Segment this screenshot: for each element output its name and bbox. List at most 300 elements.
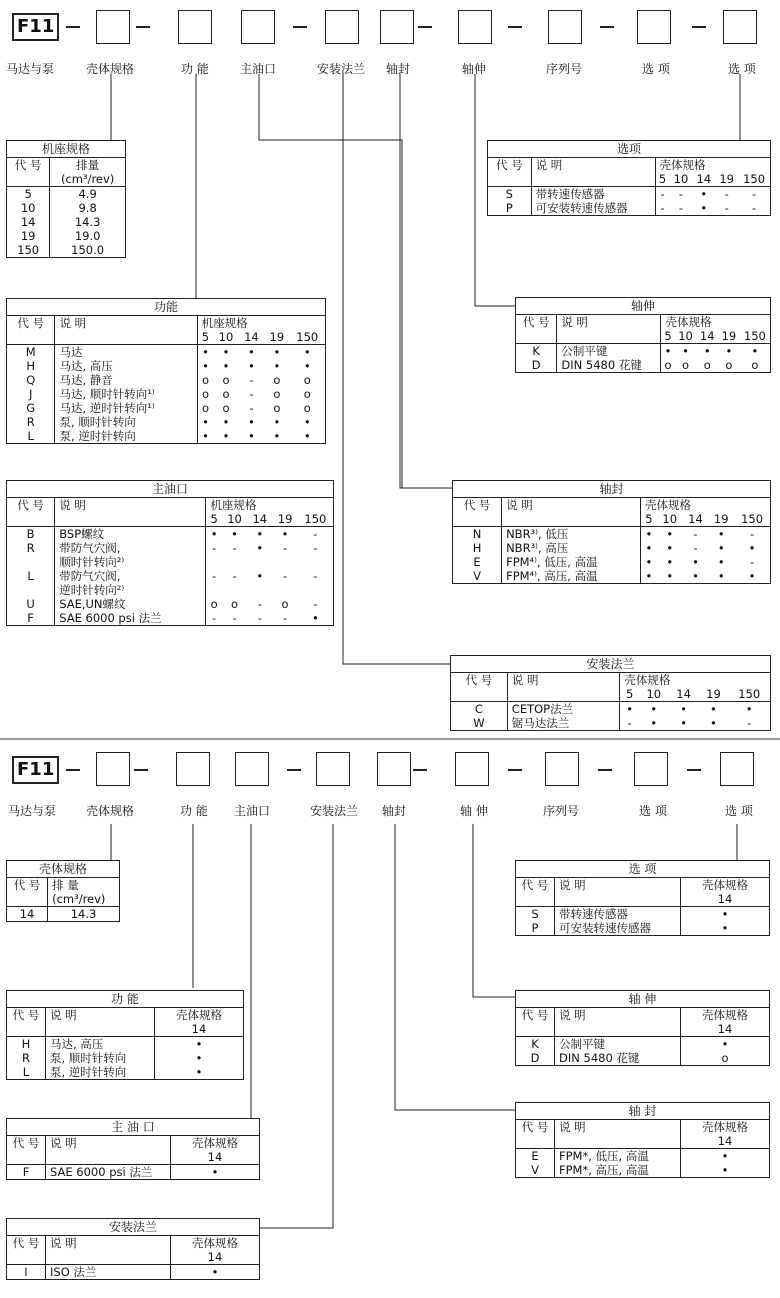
label-size: 壳体规格	[86, 804, 135, 818]
availability-mark: •	[202, 359, 209, 373]
availability-mark: •	[202, 345, 209, 359]
size-label: 19	[264, 330, 289, 345]
col-size: 壳体规格	[659, 158, 706, 172]
code-dash	[136, 26, 150, 28]
row-code: S	[488, 187, 531, 202]
availability-mark: •	[248, 429, 255, 443]
availability-mark: •	[666, 541, 674, 555]
table-row	[516, 1037, 769, 1052]
shaft-table	[515, 990, 770, 1066]
table-row	[516, 344, 770, 359]
row-desc-text: FPM⁴⁾, 高压, 高温	[506, 569, 598, 583]
availability-mark: •	[721, 921, 729, 935]
availability-mark: -	[751, 201, 757, 215]
row-desc-text: BSP螺纹	[59, 527, 105, 541]
code-dash	[508, 26, 522, 28]
table-title: 轴封	[453, 481, 770, 498]
row-desc-text: SAE,UN螺纹	[59, 597, 126, 611]
title-row	[516, 991, 769, 1008]
table-title: 安装法兰	[7, 1219, 259, 1236]
size-label: 14	[717, 1134, 733, 1148]
label-motor-pump: 马达与泵	[6, 62, 55, 76]
availability-mark: •	[721, 1149, 729, 1163]
label-serial: 序列号	[543, 804, 580, 818]
code-box-function	[176, 752, 210, 786]
code-dash	[692, 26, 706, 28]
row-code: 150	[7, 243, 50, 257]
col-desc: 说 明	[55, 316, 197, 345]
availability-mark: •	[751, 344, 759, 358]
title-row	[7, 481, 333, 498]
size-label: 5	[661, 329, 675, 344]
availability-mark: •	[303, 345, 311, 359]
code-dash	[508, 769, 522, 771]
availability-mark: •	[210, 527, 218, 541]
code-box-flange	[316, 752, 350, 786]
table-row	[453, 569, 770, 583]
availability-mark: -	[249, 373, 254, 387]
code-box-size	[96, 10, 130, 44]
row-desc: FPM*, 高压, 高温	[555, 1163, 681, 1177]
availability-mark: •	[692, 555, 699, 569]
size-label: 5	[655, 172, 670, 187]
row-code: Q	[7, 373, 55, 387]
model-prefix: F11	[12, 13, 59, 41]
col-desc: 说 明	[502, 498, 641, 527]
label-size: 壳体规格	[86, 62, 135, 76]
row-value: 4.9	[78, 187, 97, 201]
availability-mark: •	[645, 541, 653, 555]
row-desc	[55, 373, 197, 387]
row-desc-text: DIN 5480 花键	[561, 358, 642, 372]
col-code: 代 号	[7, 498, 55, 527]
row-desc-text: NBR³⁾, 高压	[506, 541, 569, 555]
availability-mark: o	[751, 358, 759, 372]
col-size	[681, 1008, 770, 1037]
table-row	[7, 215, 125, 229]
row-desc-text: 可安装转速传感器	[535, 201, 628, 215]
availability-mark: •	[248, 345, 255, 359]
table-row	[7, 1051, 243, 1065]
availability-mark: •	[717, 569, 725, 583]
availability-mark: •	[717, 541, 725, 555]
availability-mark: •	[248, 415, 255, 429]
row-code: 5	[7, 187, 50, 202]
row-desc: 带转速传感器	[555, 907, 681, 922]
size-label: 14	[191, 1022, 207, 1036]
availability-mark: •	[222, 345, 230, 359]
label-option-2: 选 项	[728, 62, 756, 76]
label-flange: 安装法兰	[310, 804, 359, 818]
base-size-table	[6, 140, 126, 258]
table-row	[7, 387, 325, 401]
col-size-label: 壳体规格	[702, 1120, 748, 1134]
code-box-serial	[548, 10, 582, 44]
row-code: V	[453, 569, 502, 583]
row-value: 19.0	[74, 229, 101, 243]
availability-mark: •	[717, 555, 725, 569]
size-label: 5	[641, 512, 657, 527]
port-table	[6, 1118, 260, 1180]
col-code: 代 号	[7, 1008, 46, 1037]
availability-mark: -	[747, 716, 752, 730]
label-flange: 安装法兰	[317, 62, 366, 76]
code-dash	[598, 769, 612, 771]
row-desc: 公制平键	[555, 1037, 681, 1052]
availability-mark: •	[721, 1037, 729, 1051]
header-row	[516, 315, 770, 330]
size-label: 14	[669, 687, 699, 702]
label-shaft: 轴 伸	[460, 804, 488, 818]
header-row	[7, 316, 325, 331]
availability-mark: •	[710, 702, 717, 716]
size-label: 14	[696, 329, 718, 344]
availability-mark: o	[303, 373, 311, 387]
availability-mark: -	[678, 187, 684, 201]
table-row	[516, 1149, 769, 1164]
row-desc: ISO 法兰	[46, 1265, 171, 1280]
col-desc: 说 明	[555, 878, 681, 907]
label-port: 主油口	[240, 62, 277, 76]
row-code: 10	[7, 201, 50, 215]
col-size: 机座规格	[201, 316, 248, 330]
code-dash	[287, 769, 301, 771]
availability-mark: -	[693, 527, 698, 541]
header-row	[451, 673, 770, 688]
availability-mark: o	[303, 387, 311, 401]
row-code: J	[7, 387, 55, 401]
code-dash	[600, 26, 614, 28]
table-row	[7, 1265, 259, 1280]
availability-mark: •	[682, 344, 689, 358]
availability-mark: •	[195, 1065, 203, 1079]
table-row	[7, 611, 333, 625]
availability-mark: •	[195, 1037, 203, 1051]
code-box-port	[235, 752, 269, 786]
availability-mark: -	[257, 597, 262, 611]
availability-mark: o	[201, 387, 209, 401]
row-code: M	[7, 345, 55, 360]
title-row	[451, 656, 770, 673]
row-code: K	[516, 344, 557, 359]
title-row	[516, 861, 769, 878]
seal-table	[452, 480, 771, 584]
row-desc-text: 马达, 逆时针转向¹⁾	[59, 401, 155, 415]
table-title: 轴 封	[516, 1103, 769, 1120]
col-size	[681, 878, 770, 907]
size-label: 14	[207, 1250, 223, 1264]
col-size	[155, 1008, 244, 1037]
title-row	[7, 991, 243, 1008]
availability-mark: •	[303, 415, 311, 429]
code-box-shaft	[458, 10, 492, 44]
table-row	[7, 187, 125, 202]
row-desc	[55, 611, 206, 625]
table-row	[7, 345, 325, 360]
availability-mark: -	[749, 555, 755, 569]
availability-mark: •	[664, 344, 672, 358]
row-desc	[55, 527, 206, 542]
row-desc-text: 泵, 顺时针转向	[59, 415, 136, 429]
table-row	[7, 569, 333, 597]
availability-mark: o	[201, 373, 209, 387]
col-code: 代 号	[7, 158, 50, 187]
table-row	[7, 1065, 243, 1079]
row-desc	[507, 702, 620, 717]
col-desc: 说 明	[555, 1120, 681, 1149]
availability-mark: •	[248, 359, 255, 373]
row-desc-text: 公制平键	[561, 344, 608, 358]
availability-mark: o	[703, 358, 711, 372]
col-size	[681, 1120, 770, 1149]
col-code: 代 号	[516, 315, 557, 344]
availability-mark: •	[211, 1265, 219, 1279]
table-row	[488, 187, 770, 202]
availability-mark: -	[660, 187, 665, 201]
title-row	[488, 141, 770, 158]
availability-mark: •	[195, 1051, 203, 1065]
row-code: K	[516, 1037, 555, 1052]
row-desc	[55, 429, 197, 443]
availability-mark: o	[273, 373, 281, 387]
availability-mark: •	[231, 527, 238, 541]
code-box-seal	[380, 10, 414, 44]
label-option-1: 选 项	[639, 804, 667, 818]
table-title: 选项	[488, 141, 770, 158]
availability-mark: o	[273, 401, 281, 415]
col-size-label: 壳体规格	[192, 1136, 238, 1150]
table-row	[7, 597, 333, 611]
header-row	[7, 1136, 259, 1165]
seal-table	[515, 1102, 770, 1178]
size-label: 19	[708, 512, 734, 527]
availability-mark: o	[721, 1051, 729, 1065]
availability-mark: •	[256, 569, 264, 583]
title-row	[7, 1219, 259, 1236]
row-desc: 泵, 逆时针转向	[46, 1065, 155, 1079]
label-function: 功 能	[180, 804, 208, 818]
col-size	[171, 1136, 260, 1165]
size-label: 14	[239, 330, 264, 345]
row-code: 19	[7, 229, 50, 243]
availability-mark: •	[202, 429, 209, 443]
row-desc: 马达, 高压	[46, 1037, 155, 1052]
row-code: E	[516, 1149, 555, 1164]
row-desc	[55, 541, 206, 569]
code-box-port	[241, 10, 275, 44]
row-code: F	[7, 611, 55, 625]
header-row	[516, 1008, 769, 1037]
availability-mark: -	[751, 187, 757, 201]
table-row	[7, 201, 125, 215]
row-desc-text-2: 逆时针转向²⁾	[59, 583, 125, 597]
code-box-option-1	[634, 752, 668, 786]
table-row	[451, 702, 770, 717]
row-desc	[55, 597, 206, 611]
col-code: 代 号	[516, 1008, 555, 1037]
port-table	[6, 480, 334, 626]
availability-mark: o	[222, 387, 230, 401]
code-dash	[134, 769, 148, 771]
table-title: 轴伸	[516, 298, 770, 315]
availability-mark: o	[201, 401, 209, 415]
availability-mark: •	[700, 187, 708, 201]
availability-mark: •	[256, 541, 264, 555]
size-label: 150	[298, 512, 333, 527]
availability-mark: •	[273, 415, 281, 429]
col-size	[171, 1236, 260, 1265]
row-desc-text: 带防气穴阀,	[59, 541, 121, 555]
availability-mark: •	[680, 702, 687, 716]
availability-mark: •	[273, 345, 281, 359]
availability-mark: -	[249, 387, 254, 401]
availability-mark: o	[725, 358, 733, 372]
row-code: L	[7, 1065, 46, 1079]
size-label: 150	[734, 512, 770, 527]
label-option-1: 选 项	[642, 62, 670, 76]
row-desc	[55, 569, 206, 597]
row-code: R	[7, 1051, 46, 1065]
label-seal: 轴封	[386, 62, 411, 76]
availability-mark: •	[680, 716, 687, 730]
col-size-label: 壳体规格	[702, 878, 748, 892]
size-label: 14	[207, 1150, 223, 1164]
col-code: 代 号	[453, 498, 502, 527]
row-code: V	[516, 1163, 555, 1177]
col-desc: 说 明	[531, 158, 655, 187]
title-row	[453, 481, 770, 498]
row-desc	[55, 401, 197, 415]
col-size: 壳体规格	[645, 498, 691, 512]
header-row	[7, 1008, 243, 1037]
col-desc: 说 明	[555, 1008, 681, 1037]
table-row	[516, 1051, 769, 1065]
col-displacement: 排量 (cm³/rev)	[50, 158, 125, 187]
size-label: 19	[718, 329, 740, 344]
col-size: 壳体规格	[665, 315, 712, 329]
col-desc: 说 明	[46, 1008, 155, 1037]
header-row	[516, 1120, 769, 1149]
availability-mark: •	[645, 555, 653, 569]
code-dash	[418, 26, 432, 28]
row-code: C	[451, 702, 507, 717]
availability-mark: -	[693, 541, 698, 555]
table-row	[7, 415, 325, 429]
size-label: 150	[740, 329, 770, 344]
row-code: B	[7, 527, 55, 542]
header-row	[7, 1236, 259, 1265]
table-row	[7, 1165, 259, 1180]
code-box-option-2	[720, 752, 754, 786]
availability-mark: o	[230, 597, 239, 611]
size-label: 150	[728, 687, 770, 702]
row-code: W	[451, 716, 507, 730]
size-label: 14	[683, 512, 709, 527]
base-size-table	[6, 860, 120, 922]
availability-mark: o	[210, 597, 218, 611]
table-title: 安装法兰	[451, 656, 770, 673]
row-desc-text: 带防气穴阀,	[59, 569, 121, 583]
row-code: G	[7, 401, 55, 415]
availability-mark: •	[222, 415, 230, 429]
row-code: 14	[7, 215, 50, 229]
flange-table	[450, 655, 771, 731]
availability-mark: -	[313, 527, 318, 541]
row-code: F	[7, 1165, 46, 1180]
table-title: 主 油 口	[7, 1119, 259, 1136]
table-row	[7, 229, 125, 243]
title-row	[516, 298, 770, 315]
row-desc: 泵, 顺时针转向	[46, 1051, 155, 1065]
table-row	[516, 1163, 769, 1177]
availability-mark: -	[212, 541, 217, 555]
row-desc: SAE 6000 psi 法兰	[46, 1165, 171, 1180]
availability-mark: •	[303, 359, 311, 373]
availability-mark: •	[666, 569, 674, 583]
availability-mark: -	[724, 201, 729, 215]
row-value: 14.3	[70, 907, 97, 921]
availability-mark: •	[222, 359, 230, 373]
size-label: 14	[692, 172, 715, 187]
availability-mark: •	[311, 611, 319, 625]
row-desc-text: 马达, 顺时针转向¹⁾	[59, 387, 155, 401]
row-desc	[55, 345, 197, 360]
col-code: 代 号	[451, 673, 507, 702]
row-desc-text: 泵, 逆时针转向	[59, 429, 136, 443]
size-label: 14	[717, 892, 733, 906]
table-row	[516, 921, 769, 935]
row-code: 14	[7, 907, 48, 922]
code-dash	[66, 769, 80, 771]
size-label: 10	[213, 330, 238, 345]
availability-mark: •	[710, 716, 717, 730]
availability-mark: •	[721, 907, 729, 921]
code-dash	[413, 769, 427, 771]
row-desc-text: 锯马达法兰	[511, 716, 570, 730]
size-label: 14	[247, 512, 272, 527]
code-box-seal	[377, 752, 411, 786]
table-title: 轴 伸	[516, 991, 769, 1008]
row-desc-text: CETOP法兰	[511, 702, 574, 716]
flange-table	[6, 1218, 260, 1280]
size-label: 150	[290, 330, 325, 345]
table-row	[516, 358, 770, 372]
size-label: 19	[699, 687, 729, 702]
availability-mark: •	[650, 702, 658, 716]
size-label: 5	[620, 687, 639, 702]
row-code: D	[516, 1051, 555, 1065]
col-size: 机座规格	[210, 498, 257, 512]
col-desc: 说 明	[46, 1136, 171, 1165]
size-label: 5	[206, 512, 222, 527]
code-box-flange	[325, 10, 359, 44]
table-title: 壳体规格	[7, 861, 119, 878]
availability-mark: o	[664, 358, 672, 372]
label-port: 主油口	[234, 804, 271, 818]
availability-mark: -	[660, 201, 665, 215]
row-code: H	[7, 1037, 46, 1052]
availability-mark: •	[748, 569, 756, 583]
table-row	[7, 359, 325, 373]
availability-mark: -	[212, 611, 217, 625]
code-box-shaft	[455, 752, 489, 786]
label-motor-pump: 马达与泵	[8, 804, 57, 818]
availability-mark: -	[283, 541, 288, 555]
shaft-table	[515, 297, 771, 373]
code-box-size	[96, 752, 130, 786]
row-code: I	[7, 1265, 46, 1280]
row-code: S	[516, 907, 555, 922]
